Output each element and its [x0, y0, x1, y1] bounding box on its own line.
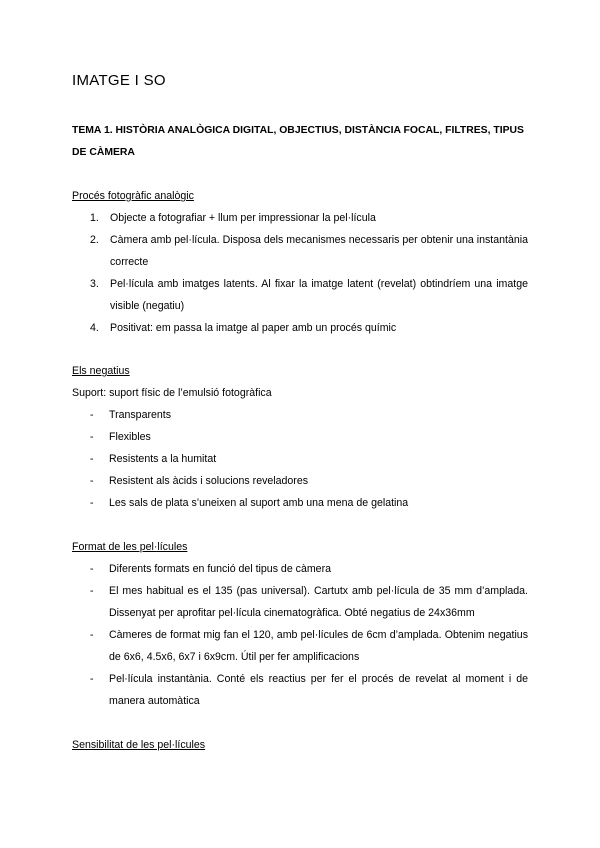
item-number: 4. [90, 322, 99, 334]
item-text: Càmeres de format mig fan el 120, amb pel·lícules de 6cm d’amplada. Obtenim negatius de 6x6, 4.5x6, 6x7 i 6x9cm. Útil per fer amplificacions [109, 629, 528, 663]
item-text: Pel·lícula amb imatges latents. Al fixar la imatge latent (revelat) obtindríem una imatge visible (negatiu) [110, 278, 528, 312]
numbered-list [72, 207, 528, 339]
list-item [72, 624, 528, 668]
section-heading: Procés fotogràfic analògic [72, 190, 194, 202]
list-item [72, 668, 528, 712]
section-negatives [72, 360, 528, 514]
list-item [72, 404, 528, 426]
list-item [72, 273, 528, 317]
section-film-format [72, 536, 528, 712]
document-title: IMATGE I SO [72, 72, 166, 89]
section-heading: Els negatius [72, 365, 130, 377]
item-text: Les sals de plata s’uneixen al suport amb una mena de gelatina [109, 497, 409, 509]
dash-list [72, 404, 528, 514]
topic-heading: TEMA 1. HISTÒRIA ANALÒGICA DIGITAL, OBJECTIUS, DISTÀNCIA FOCAL, FILTRES, TIPUS DE CÀMERA [72, 125, 524, 158]
section-heading: Format de les pel·lícules [72, 541, 188, 553]
item-text: Positivat: em passa la imatge al paper amb un procés químic [110, 322, 397, 334]
dash-bullet: - [90, 431, 94, 443]
dash-bullet: - [90, 497, 94, 509]
item-text: Pel·lícula instantània. Conté els reactius per fer el procés de revelat al moment i de manera automàtica [109, 673, 528, 707]
dash-bullet: - [90, 475, 94, 487]
list-item [72, 492, 528, 514]
item-text: Transparents [109, 409, 172, 421]
item-text: El mes habitual es el 135 (pas universal). Cartutx amb pel·lícula de 35 mm d’amplada. Dissenyat per aprofitar pel·lícula cinematogràfica. Obté negatius de 24x36mm [109, 585, 528, 619]
list-item [72, 229, 528, 273]
item-text: Flexibles [109, 431, 151, 443]
item-number: 2. [90, 234, 99, 246]
item-number: 3. [90, 278, 99, 290]
item-text: Objecte a fotografiar + llum per impressionar la pel·lícula [110, 212, 376, 224]
dash-bullet: - [90, 585, 94, 597]
list-item [72, 207, 528, 229]
dash-bullet: - [90, 453, 94, 465]
section-analog-process [72, 185, 528, 339]
section-sensitivity [72, 734, 528, 756]
list-item [72, 470, 528, 492]
dash-bullet: - [90, 563, 94, 575]
section-subtitle: Suport: suport físic de l’emulsió fotogràfica [72, 387, 272, 399]
list-item [72, 317, 528, 339]
dash-bullet: - [90, 409, 94, 421]
item-number: 1. [90, 212, 99, 224]
item-text: Càmera amb pel·lícula. Disposa dels mecanismes necessaris per obtenir una instantània correcte [110, 234, 528, 268]
dash-bullet: - [90, 673, 94, 685]
dash-bullet: - [90, 629, 94, 641]
list-item [72, 448, 528, 470]
item-text: Diferents formats en funció del tipus de càmera [109, 563, 331, 575]
item-text: Resistent als àcids i solucions reveladores [109, 475, 309, 487]
list-item [72, 580, 528, 624]
item-text: Resistents a la humitat [109, 453, 217, 465]
list-item [72, 558, 528, 580]
section-heading: Sensibilitat de les pel·lícules [72, 739, 206, 751]
list-item [72, 426, 528, 448]
dash-list [72, 558, 528, 712]
